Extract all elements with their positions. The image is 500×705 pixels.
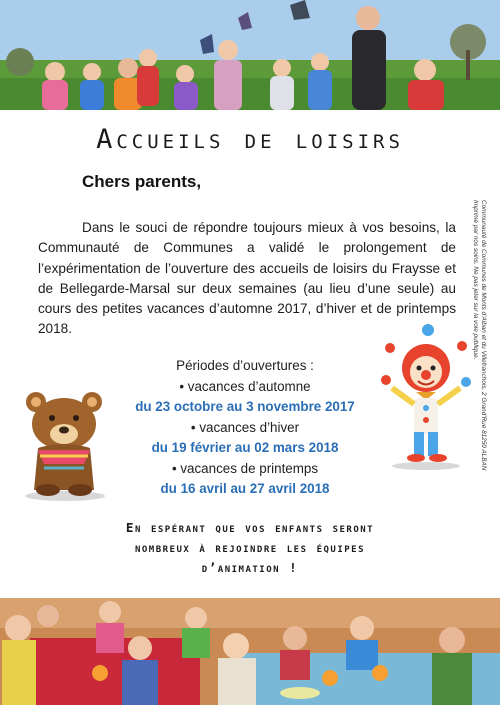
bottom-photo-children-eating (0, 598, 500, 705)
publisher-note (471, 200, 487, 530)
publisher-address: Communauté de Communes de Monts d’Alban et du Villefranchois, 2 Grand’Rue 81250 ALBAN (480, 200, 487, 471)
closing-line: En espérant que vos enfants seront (125, 520, 375, 535)
period-dates: du 16 avril au 27 avril 2018 (160, 481, 330, 496)
greeting: Chers parents, (82, 172, 202, 191)
juggling-clown-illustration (380, 322, 472, 476)
period-label: • vacances d’automne (179, 378, 311, 394)
print-note: Imprimé par nos soins. Ne pas jeter sur la voie publique. (472, 200, 479, 360)
closing-line: nombreux à rejoindre les équipes (134, 540, 366, 555)
periods-heading: Périodes d’ouvertures : (176, 358, 314, 373)
top-photo-children-kites (0, 0, 500, 110)
document-title: Accueils de loisirs (96, 124, 404, 155)
closing-message (40, 518, 460, 578)
period-label: • vacances de printemps (171, 460, 319, 476)
bear-illustration (20, 390, 110, 506)
intro-paragraph: Dans le souci de répondre toujours mieux à vos besoins, la Communauté de Communes a validé le prolongement de l’expérimentation de l’ouverture des accueils de loisirs du Fraysse et de Bellegarde-Marsal sur deux semaines (au lieu d’une seule) au cours des petites vacances d’automne 2017, d’hiver et de printemps 2018. (38, 220, 456, 337)
closing-line: d’animation ! (201, 560, 299, 575)
period-dates: du 23 octobre au 3 novembre 2017 (135, 399, 355, 414)
opening-periods (100, 356, 390, 500)
period-dates: du 19 février au 02 mars 2018 (151, 440, 339, 455)
period-label: • vacances d’hiver (190, 419, 300, 435)
